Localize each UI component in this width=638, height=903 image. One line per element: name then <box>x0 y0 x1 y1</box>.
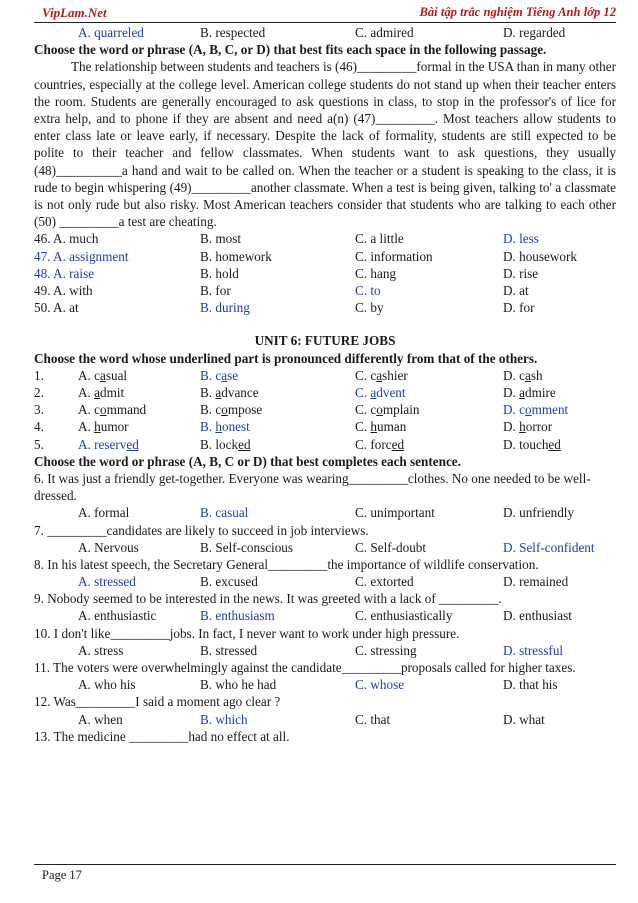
cloze-option: C. information <box>355 248 433 264</box>
vocab-options-row <box>34 676 616 693</box>
footer-rule <box>34 864 616 865</box>
option-suffix: onest <box>221 419 250 435</box>
cloze-option: D. rise <box>503 265 539 281</box>
option-suffix: mplain <box>382 402 420 418</box>
cloze-option-a: 49. A. with <box>34 282 93 298</box>
cloze-option-a: 47. A. assignment <box>34 248 129 264</box>
pronunciation-option <box>503 436 561 453</box>
pronunciation-option <box>200 401 262 418</box>
option-prefix: D. c <box>503 402 525 418</box>
vocab-option: A. Nervous <box>78 539 139 555</box>
option-prefix: D. touch <box>503 436 549 452</box>
option-prefix: C. <box>355 419 371 435</box>
question-text: 8. In his latest speech, the Secretary General_________the importance of wildlife conservation. <box>34 556 539 572</box>
vocab-option: D. Self-confident <box>503 539 595 555</box>
cloze-option: B. for <box>200 282 231 298</box>
underlined-part: o <box>376 402 383 418</box>
option-prefix: B. <box>200 419 216 435</box>
vocab-option: B. stressed <box>200 642 258 658</box>
q45-options <box>34 24 616 41</box>
pronunciation-option <box>78 384 124 401</box>
underlined-part: a <box>519 384 525 400</box>
cloze-option: C. a little <box>355 231 404 247</box>
vocab-option: B. enthusiasm <box>200 608 275 624</box>
option-prefix: A. <box>78 419 95 435</box>
vocab-option: D. remained <box>503 574 569 590</box>
option-suffix: mmand <box>106 402 147 418</box>
option-prefix: B. c <box>200 402 222 418</box>
vocab-options-row <box>34 642 616 659</box>
vocab-options-row <box>34 607 616 624</box>
option-suffix: shier <box>382 367 408 383</box>
pronunciation-option <box>78 401 146 418</box>
cloze-option-a: 50. A. at <box>34 300 79 316</box>
option-prefix: B. c <box>200 367 222 383</box>
vocab-option: D. enthusiast <box>503 608 572 624</box>
vocab-option: C. stressing <box>355 642 417 658</box>
vocab-option: B. which <box>200 711 248 727</box>
q45-option-d: D. regarded <box>503 25 566 40</box>
option-suffix: mment <box>531 402 569 418</box>
cloze-answer-list <box>34 230 616 316</box>
option-prefix: C. c <box>355 367 377 383</box>
pronunciation-row <box>34 436 616 453</box>
cloze-option-a: 46. A. much <box>34 231 99 247</box>
option-prefix: A. <box>78 384 95 400</box>
cloze-passage: The relationship between students and teachers is (46)_________formal in the USA than in many other countries, especially at the college level. American college students do not stand up when their teacher enters the room. Students are generally encouraged to ask questions in class, to stop in the professor's of lice for extra help, and to phone if they are absent and need a(n) (47)_________. Most teachers allow students to enter class late or leave early, if necessary. Despite the lack of formality, students are still expected to be polite to their teacher and fellow classmates. When students want to ask questions, they usually (48)__________a hand and wait to be called on. When the teacher or a student is speaking to the class, it is rude to begin whispering (49)_________another classmate. When a test is being given, talking to' a classmate is not only rude but also risky. Most American teachers consider that students who are talking to each other (50) _________a test are cheating. <box>34 59 616 230</box>
option-suffix: dmire <box>524 384 556 400</box>
cloze-option: B. most <box>200 231 242 247</box>
pronunciation-option <box>503 384 556 401</box>
vocab-option: D. unfriendly <box>503 505 575 521</box>
underlined-part: h <box>215 419 222 435</box>
cloze-option: D. less <box>503 231 539 247</box>
pronunciation-option <box>200 384 259 401</box>
underlined-part: a <box>215 384 222 400</box>
option-suffix: umor <box>100 419 129 435</box>
underlined-part: a <box>376 367 383 383</box>
question-text: 7. _________candidates are likely to succeed in job interviews. <box>34 522 369 538</box>
question-13: 13. The medicine _________had no effect at all. <box>34 728 290 744</box>
q45-option-c: C. admired <box>355 25 414 40</box>
pronunciation-row <box>34 384 616 401</box>
cloze-option-a: 48. A. raise <box>34 265 95 281</box>
pronunciation-row <box>34 418 616 435</box>
cloze-answer-row <box>34 230 616 247</box>
vocab-instruction: Choose the word or phrase (A, B, C or D) that best completes each sentence. <box>34 453 461 469</box>
vocab-option: A. stress <box>78 642 124 658</box>
cloze-option: B. hold <box>200 265 239 281</box>
vocab-option: C. whose <box>355 677 405 693</box>
vocab-options-row <box>34 504 616 521</box>
q45-option-b: B. respected <box>200 25 266 40</box>
q45-option-a: A. quarreled <box>78 25 144 40</box>
underlined-part: a <box>94 384 100 400</box>
vocab-option: B. casual <box>200 505 249 521</box>
underlined-part: o <box>99 402 107 418</box>
cloze-answer-row <box>34 248 616 265</box>
option-suffix: uman <box>376 419 407 435</box>
cloze-answer-row <box>34 265 616 282</box>
question-text: 9. Nobody seemed to be interested in the news. It was greeted with a lack of _________. <box>34 591 502 607</box>
pronunciation-instruction: Choose the word whose underlined part is pronounced differently from that of the others. <box>34 350 538 366</box>
pronunciation-option <box>78 367 127 384</box>
vocab-option: B. Self-conscious <box>200 539 294 555</box>
pronunciation-option <box>503 401 568 418</box>
question-text: 10. I don't like_________jobs. In fact, I never want to work under high pressure. <box>34 625 460 641</box>
vocab-option: D. stressful <box>503 642 564 658</box>
cloze-option: D. housework <box>503 248 577 264</box>
pronunciation-option <box>355 418 406 435</box>
underlined-part: ed <box>238 436 251 452</box>
site-name: VipLam.Net <box>42 5 107 20</box>
underlined-part: ed <box>391 436 405 452</box>
vocab-option: B. who he had <box>200 677 277 693</box>
cloze-option: B. homework <box>200 248 272 264</box>
cloze-option: B. during <box>200 300 250 316</box>
underlined-part: a <box>370 384 377 400</box>
option-suffix: dvance <box>221 384 259 400</box>
option-suffix: sh <box>530 367 543 383</box>
cloze-answer-row <box>34 282 616 299</box>
option-prefix: D. c <box>503 367 525 383</box>
question-text: 11. The voters were overwhelmingly against the candidate_________proposals called for higher taxes. <box>34 660 576 676</box>
cloze-answer-row <box>34 299 616 316</box>
underlined-part: a <box>99 367 106 383</box>
pronunciation-list <box>34 367 616 453</box>
option-prefix: C. c <box>355 402 377 418</box>
option-prefix: A. reserv <box>78 436 127 452</box>
page-number: Page 17 <box>42 868 82 882</box>
underlined-part: h <box>94 419 101 435</box>
vocab-option: A. formal <box>78 505 130 521</box>
option-prefix: C. forc <box>355 436 392 452</box>
underlined-part: h <box>519 419 526 435</box>
item-number: 5. <box>34 436 44 452</box>
option-prefix: C. <box>355 384 371 400</box>
vocab-options-row <box>34 573 616 590</box>
pronunciation-option <box>200 367 238 384</box>
cloze-option: C. to <box>355 282 381 298</box>
cloze-option: C. by <box>355 300 384 316</box>
pronunciation-option <box>78 436 139 453</box>
pronunciation-option <box>78 418 129 435</box>
cloze-option: C. hang <box>355 265 397 281</box>
vocab-option: A. stressed <box>78 574 136 590</box>
item-number: 3. <box>34 402 44 418</box>
vocab-options-row <box>34 539 616 556</box>
item-number: 4. <box>34 419 44 435</box>
pronunciation-option <box>200 436 251 453</box>
option-suffix: orror <box>525 419 553 435</box>
vocab-option: C. unimportant <box>355 505 435 521</box>
underlined-part: ed <box>126 436 139 452</box>
pronunciation-option <box>355 401 419 418</box>
vocab-option: B. excused <box>200 574 258 590</box>
option-prefix: B. <box>200 384 216 400</box>
vocab-options-row <box>34 711 616 728</box>
option-suffix: sual <box>105 367 128 383</box>
underlined-part: ed <box>548 436 561 452</box>
question-text: 6. It was just a friendly get-together. Everyone was wearing_________clothes. No one needed to be well-dressed. <box>34 470 591 504</box>
pronunciation-option <box>503 418 552 435</box>
item-number: 1. <box>34 367 44 383</box>
vocab-option: C. that <box>355 711 391 727</box>
option-prefix: D. <box>503 419 520 435</box>
pronunciation-option <box>355 384 406 401</box>
underlined-part: a <box>524 367 531 383</box>
vocab-option: C. Self-doubt <box>355 539 427 555</box>
item-number: 2. <box>34 384 44 400</box>
pronunciation-option <box>503 367 543 384</box>
cloze-option: D. for <box>503 300 535 316</box>
pronunciation-row <box>34 367 616 384</box>
option-prefix: A. c <box>78 367 100 383</box>
underlined-part: o <box>221 402 228 418</box>
page-content <box>34 24 616 745</box>
cloze-instruction: Choose the word or phrase (A, B, C, or D) that best fits each space in the following passage. <box>34 42 547 58</box>
vocab-option: C. extorted <box>355 574 414 590</box>
vocab-option: D. what <box>503 711 545 727</box>
pronunciation-option <box>200 418 250 435</box>
vocab-option: A. when <box>78 711 123 727</box>
option-prefix: A. c <box>78 402 100 418</box>
document-title: Bài tập trắc nghiệm Tiếng Anh lớp 12 <box>419 5 616 19</box>
option-suffix: dmit <box>99 384 125 400</box>
page-header <box>34 4 616 23</box>
vocab-option: D. that his <box>503 677 558 693</box>
underlined-part: a <box>221 367 228 383</box>
pronunciation-option <box>355 367 408 384</box>
vocab-option: A. who his <box>78 677 136 693</box>
underlined-part: o <box>524 402 532 418</box>
option-suffix: se <box>227 367 239 383</box>
vocab-option: A. enthusiastic <box>78 608 157 624</box>
vocab-list <box>34 470 616 728</box>
unit-title: UNIT 6: FUTURE JOBS <box>254 333 396 349</box>
pronunciation-row <box>34 401 616 418</box>
option-prefix: B. lock <box>200 436 239 452</box>
option-prefix: D. <box>503 384 520 400</box>
underlined-part: h <box>370 419 377 435</box>
option-suffix: dvent <box>376 384 406 400</box>
vocab-option: C. enthusiastically <box>355 608 453 624</box>
option-suffix: mpose <box>227 402 263 418</box>
cloze-option: D. at <box>503 282 529 298</box>
pronunciation-option <box>355 436 404 453</box>
question-text: 12. Was_________I said a moment ago clear ? <box>34 694 281 710</box>
